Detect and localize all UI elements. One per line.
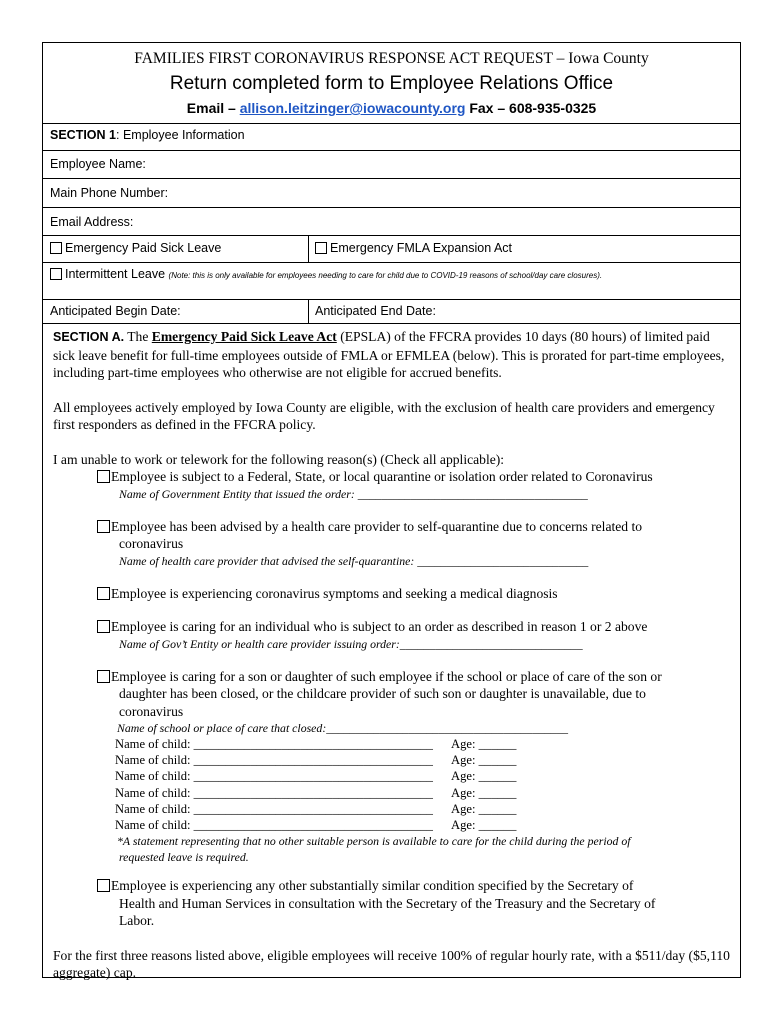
reason-4-detail[interactable]: Name of Gov’t Entity or health care provider issuing order:_______________________________ bbox=[119, 636, 583, 651]
child-age-field[interactable]: Age: ______ bbox=[450, 801, 517, 816]
reason-3 bbox=[97, 585, 734, 603]
statement-note-1: *A statement representing that no other suitable person is available to care for the child during the period of bbox=[117, 834, 631, 849]
main-phone-field[interactable] bbox=[43, 179, 740, 208]
main-phone-label: Main Phone Number: bbox=[50, 186, 169, 200]
child-row bbox=[115, 817, 516, 833]
child-name-field[interactable]: Name of child: ______________________________________ bbox=[115, 753, 433, 768]
reason-5-text: Employee is caring for a son or daughter of such employee if the school or place of care of the son or bbox=[111, 668, 662, 684]
child-age-field[interactable]: Age: ______ bbox=[450, 818, 517, 833]
reason-6 bbox=[97, 877, 734, 895]
intermittent-leave-label: Intermittent Leave bbox=[65, 267, 166, 281]
reason-2-detail[interactable]: Name of health care provider that advised the self-quarantine: _____________________________ bbox=[119, 553, 589, 568]
reason-2-text: Employee has been advised by a health care provider to self-quarantine due to concerns related to bbox=[111, 518, 643, 534]
form-header bbox=[43, 43, 740, 124]
child-age-field[interactable]: Age: ______ bbox=[450, 785, 517, 800]
child-age-field[interactable]: Age: ______ bbox=[450, 737, 517, 751]
reason-6-checkbox[interactable] bbox=[97, 879, 110, 892]
reason-4 bbox=[97, 618, 734, 636]
reason-6-continued-2: Labor. bbox=[119, 913, 155, 929]
child-name-field[interactable]: Name of child: ______________________________________ bbox=[115, 769, 433, 784]
fax-number: Fax – 608-935-0325 bbox=[469, 100, 597, 116]
form-subtitle: Return completed form to Employee Relations Office bbox=[169, 73, 614, 94]
contact-line bbox=[43, 95, 740, 116]
child-row bbox=[115, 768, 516, 784]
child-age-field[interactable]: Age: ______ bbox=[450, 769, 517, 784]
reason-3-checkbox[interactable] bbox=[97, 587, 110, 600]
fmla-expansion-label: Emergency FMLA Expansion Act bbox=[330, 241, 513, 255]
section-a bbox=[43, 324, 740, 982]
child-name-field[interactable]: Name of child: ______________________________________ bbox=[115, 737, 433, 751]
reason-5-checkbox[interactable] bbox=[97, 670, 110, 683]
reason-1-detail[interactable]: Name of Government Entity that issued the order: _______________________________________ bbox=[119, 486, 588, 501]
section-a-footer: For the first three reasons listed above, eligible employees will receive 100% of regular hourly rate, with a $511/day ($5,110 aggregate) cap. bbox=[53, 947, 730, 981]
reason-5-continued-1: daughter has been closed, or the childcare provider of such son or daughter is unavailable, due to bbox=[119, 686, 646, 701]
paid-sick-leave-checkbox[interactable] bbox=[50, 242, 62, 254]
intermittent-note: (Note: this is only available for employees needing to care for child due to COVID-19 reasons of school/day care closures). bbox=[168, 271, 603, 280]
child-row bbox=[115, 785, 516, 801]
child-age-field[interactable]: Age: ______ bbox=[450, 753, 517, 768]
option-paid-sick-leave[interactable] bbox=[43, 236, 308, 262]
end-date-label: Anticipated End Date: bbox=[315, 304, 436, 318]
reason-6-text: Employee is experiencing any other substantially similar condition specified by the Secretary of bbox=[111, 878, 634, 894]
child-row bbox=[115, 752, 516, 768]
reason-2 bbox=[97, 518, 734, 536]
fmla-expansion-checkbox[interactable] bbox=[315, 242, 327, 254]
begin-date-field[interactable] bbox=[43, 300, 308, 323]
form-page bbox=[42, 42, 741, 981]
reason-4-checkbox[interactable] bbox=[97, 620, 110, 633]
statement-note-2: requested leave is required. bbox=[119, 850, 249, 865]
form-title: FAMILIES FIRST CORONAVIRUS RESPONSE ACT REQUEST – Iowa County bbox=[134, 50, 649, 67]
child-name-field[interactable]: Name of child: ______________________________________ bbox=[115, 801, 433, 816]
intermittent-leave-checkbox[interactable] bbox=[50, 268, 62, 280]
reason-1 bbox=[97, 468, 734, 486]
begin-date-label: Anticipated Begin Date: bbox=[50, 304, 181, 318]
reason-1-checkbox[interactable] bbox=[97, 470, 110, 483]
reason-4-text: Employee is caring for an individual who is subject to an order as described in reason 1 or 2 above bbox=[111, 619, 648, 634]
reason-5 bbox=[97, 668, 734, 686]
child-row bbox=[115, 801, 516, 817]
reason-2-checkbox[interactable] bbox=[97, 520, 110, 533]
section-a-intro: SECTION A. The Emergency Paid Sick Leave Act (EPSLA) of the FFCRA provides 10 days (80 hours) of limited paid sick leave benefit for full-time employees outside of FMLA or EFMLEA (below). This is prorated for part-time employees, including part-time employees who otherwise are not eligible for accrued benefits. bbox=[53, 329, 725, 380]
children-table bbox=[115, 736, 516, 833]
intermittent-leave-row bbox=[43, 263, 740, 300]
act-name: Emergency Paid Sick Leave Act bbox=[151, 329, 337, 344]
paid-sick-leave-label: Emergency Paid Sick Leave bbox=[65, 241, 222, 255]
child-row bbox=[115, 736, 516, 752]
leave-type-row bbox=[43, 236, 740, 263]
reason-6-continued-1: Health and Human Services in consultation with the Secretary of the Treasury and the Secretary of bbox=[119, 895, 656, 911]
section1-title: SECTION 1: Employee Information bbox=[50, 128, 245, 142]
employee-name-field[interactable] bbox=[43, 151, 740, 179]
option-fmla-expansion[interactable] bbox=[308, 236, 740, 262]
child-name-field[interactable]: Name of child: ______________________________________ bbox=[115, 785, 433, 800]
child-name-field[interactable]: Name of child: ______________________________________ bbox=[115, 818, 433, 833]
reason-5-continued-2: coronavirus bbox=[119, 703, 184, 719]
email-link[interactable]: allison.leitzinger@iowacounty.org bbox=[239, 100, 466, 116]
reason-5-detail[interactable]: Name of school or place of care that closed:_________________________________________ bbox=[117, 721, 569, 735]
reason-1-text: Employee is subject to a Federal, State, or local quarantine or isolation order related to Coronavirus bbox=[111, 469, 653, 484]
employee-name-label: Employee Name: bbox=[50, 157, 146, 171]
option-intermittent-leave[interactable] bbox=[43, 263, 602, 299]
dates-row bbox=[43, 300, 740, 324]
section-a-instructions: I am unable to work or telework for the following reason(s) (Check all applicable): bbox=[53, 451, 505, 467]
email-address-label: Email Address: bbox=[50, 215, 134, 229]
email-label: Email – bbox=[186, 100, 236, 116]
reason-3-text: Employee is experiencing coronavirus symptoms and seeking a medical diagnosis bbox=[111, 585, 558, 601]
end-date-field[interactable] bbox=[308, 300, 740, 323]
reason-2-continued: coronavirus bbox=[119, 536, 184, 551]
section-a-eligibility: All employees actively employed by Iowa County are eligible, with the exclusion of health care providers and emergency first responders as defined in the FFCRA policy. bbox=[53, 399, 715, 432]
email-address-field[interactable] bbox=[43, 208, 740, 236]
